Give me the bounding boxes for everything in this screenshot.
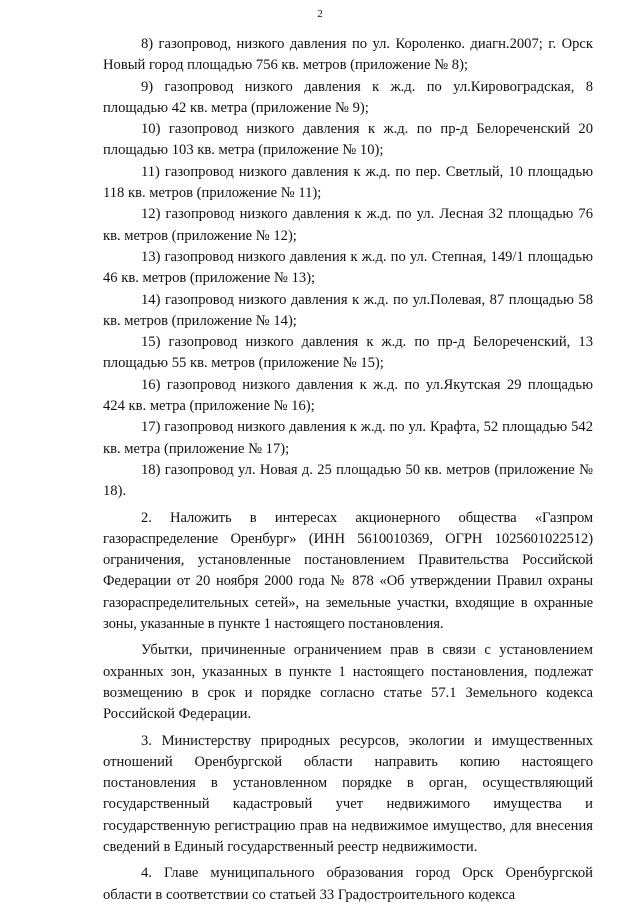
paragraph-item-17: 17) газопровод низкого давления к ж.д. по ул. Крафта, 52 площадью 542 кв. метра (приложение № 17); bbox=[103, 419, 593, 457]
paragraph-item-12: 12) газопровод низкого давления к ж.д. по ул. Лесная 32 площадью 76 кв. метров (приложение № 12); bbox=[103, 206, 593, 244]
paragraph-clause-2: 2. Наложить в интересах акционерного общества «Газпром газораспределение Оренбург» (ИНН 5610010369, ОГРН 1025601022512) ограничения, установленные постановлением Правительства Российской Федерации от 20 ноября 2000 года № 878 «Об утверждении Правил охраны газораспределительных сетей», на земельные участки, входящие в охранные зоны, указанные в пункте 1 настоящего постановления. bbox=[103, 509, 593, 633]
paragraph-item-15: 15) газопровод низкого давления к ж.д. по пр-д Белореченский, 13 площадью 55 кв. метров (приложение № 15); bbox=[103, 334, 593, 372]
page-number: 2 bbox=[317, 8, 323, 20]
paragraph-losses: Убытки, причиненные ограничением прав в связи с установлением охранных зон, указанных в пункте 1 настоящего постановления, подлежат возмещению в срок и порядке согласно статье 57.1 Земельного кодекса Российской Федерации. bbox=[103, 642, 593, 723]
paragraph-item-13: 13) газопровод низкого давления к ж.д. по ул. Степная, 149/1 площадью 46 кв. метров (приложение № 13); bbox=[103, 248, 593, 287]
paragraph-clause-4: 4. Главе муниципального образования город Орск Оренбургской области в соответствии со статьей 33 Градостроительного кодекса bbox=[103, 865, 593, 903]
paragraph-item-10: 10) газопровод низкого давления к ж.д. по пр-д Белореченский 20 площадью 103 кв. метра (приложение № 10); bbox=[103, 121, 593, 159]
paragraph-item-8: 8) газопровод, низкого давления по ул. Короленко. диагн.2007; г. Орск Новый город площадью 756 кв. метров (приложение № 8); bbox=[103, 36, 593, 74]
paragraph-item-14: 14) газопровод низкого давления к ж.д. по ул.Полевая, 87 площадью 58 кв. метров (приложение № 14); bbox=[103, 291, 593, 329]
paragraph-item-9: 9) газопровод низкого давления к ж.д. по ул.Кировоградская, 8 площадью 42 кв. метра (приложение № 9); bbox=[103, 78, 593, 116]
paragraph-clause-3: 3. Министерству природных ресурсов, экологии и имущественных отношений Оренбургской области направить копию настоящего постановления в установленном порядке в орган, осуществляющий государственный кадастровый учет недвижимого имущества и государственную регистрацию прав на недвижимое имущество, для внесения сведений в Единый государственный реестр недвижимости. bbox=[103, 732, 593, 855]
paragraph-item-11: 11) газопровод низкого давления к ж.д. по пер. Светлый, 10 площадью 118 кв. метров (приложение № 11); bbox=[103, 163, 593, 202]
paragraph-item-18: 18) газопровод ул. Новая д. 25 площадью 50 кв. метров (приложение № 18). bbox=[103, 461, 593, 500]
document-body bbox=[103, 34, 593, 906]
paragraph-item-16: 16) газопровод низкого давления к ж.д. по ул.Якутская 29 площадью 424 кв. метра (приложение № 16); bbox=[103, 376, 593, 415]
